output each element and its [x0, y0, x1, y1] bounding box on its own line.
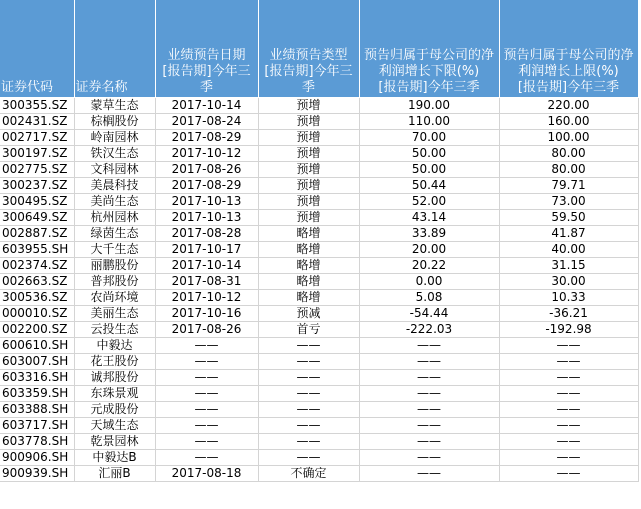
cell-code[interactable]: 900939.SH [0, 466, 74, 482]
cell-code[interactable]: 002663.SZ [0, 274, 74, 290]
cell-code[interactable]: 002374.SZ [0, 258, 74, 274]
header-security-code[interactable] [0, 0, 74, 98]
table-row[interactable] [0, 450, 638, 466]
cell-date[interactable]: 2017-10-13 [155, 194, 258, 210]
cell-date[interactable]: 2017-10-17 [155, 242, 258, 258]
cell-date[interactable]: 2017-10-14 [155, 98, 258, 114]
cell-growth-upper[interactable]: —— [499, 402, 638, 418]
cell-growth-lower[interactable]: —— [359, 338, 499, 354]
cell-name[interactable]: 美丽生态 [74, 306, 155, 322]
cell-type[interactable]: 略增 [258, 274, 359, 290]
cell-name[interactable]: 农尚环境 [74, 290, 155, 306]
cell-growth-lower[interactable]: 43.14 [359, 210, 499, 226]
table-row[interactable] [0, 434, 638, 450]
header-security-name[interactable] [74, 0, 155, 98]
cell-name[interactable]: 元成股份 [74, 402, 155, 418]
cell-type[interactable]: 预增 [258, 114, 359, 130]
table-row[interactable] [0, 274, 638, 290]
cell-name[interactable]: 普邦股份 [74, 274, 155, 290]
cell-type[interactable]: 首亏 [258, 322, 359, 338]
cell-code[interactable]: 603388.SH [0, 402, 74, 418]
cell-growth-lower[interactable]: 50.00 [359, 162, 499, 178]
cell-date[interactable]: 2017-10-12 [155, 290, 258, 306]
cell-growth-lower[interactable]: -54.44 [359, 306, 499, 322]
header-line: [报告期]今年三季 [517, 80, 620, 95]
cell-growth-lower[interactable]: —— [359, 434, 499, 450]
cell-type[interactable]: 略增 [258, 242, 359, 258]
table-row[interactable] [0, 386, 638, 402]
table-row[interactable] [0, 210, 638, 226]
cell-growth-upper[interactable]: -36.21 [499, 306, 638, 322]
cell-date[interactable]: 2017-10-14 [155, 258, 258, 274]
table-row[interactable] [0, 322, 638, 338]
cell-code[interactable]: 300197.SZ [0, 146, 74, 162]
cell-name[interactable]: 蒙草生态 [74, 98, 155, 114]
cell-date[interactable]: —— [155, 434, 258, 450]
cell-name[interactable]: 诚邦股份 [74, 370, 155, 386]
cell-code[interactable]: 000010.SZ [0, 306, 74, 322]
header-row [0, 0, 638, 98]
cell-date[interactable]: 2017-10-13 [155, 210, 258, 226]
table-row[interactable] [0, 146, 638, 162]
cell-name[interactable]: 中毅达B [74, 450, 155, 466]
cell-code[interactable]: 300495.SZ [0, 194, 74, 210]
cell-growth-upper[interactable]: 30.00 [499, 274, 638, 290]
cell-type[interactable]: 预增 [258, 178, 359, 194]
cell-growth-lower[interactable]: -222.03 [359, 322, 499, 338]
cell-type[interactable]: —— [258, 402, 359, 418]
table-row[interactable] [0, 370, 638, 386]
cell-code[interactable]: 300237.SZ [0, 178, 74, 194]
cell-growth-lower[interactable]: 50.44 [359, 178, 499, 194]
cell-growth-upper[interactable]: 80.00 [499, 146, 638, 162]
cell-code[interactable]: 002200.SZ [0, 322, 74, 338]
cell-growth-upper[interactable]: 73.00 [499, 194, 638, 210]
cell-name[interactable]: 乾景园林 [74, 434, 155, 450]
cell-code[interactable]: 603955.SH [0, 242, 74, 258]
cell-type[interactable]: 预减 [258, 306, 359, 322]
cell-code[interactable]: 002431.SZ [0, 114, 74, 130]
cell-growth-lower[interactable]: —— [359, 386, 499, 402]
cell-growth-lower[interactable]: 33.89 [359, 226, 499, 242]
header-line: [报告期]今年三季 [162, 64, 251, 95]
cell-growth-upper[interactable]: 160.00 [499, 114, 638, 130]
cell-growth-lower[interactable]: 50.00 [359, 146, 499, 162]
cell-growth-upper[interactable]: 40.00 [499, 242, 638, 258]
cell-name[interactable]: 花王股份 [74, 354, 155, 370]
table-row[interactable] [0, 338, 638, 354]
cell-growth-upper[interactable]: -192.98 [499, 322, 638, 338]
cell-name[interactable]: 中毅达 [74, 338, 155, 354]
cell-name[interactable]: 文科园林 [74, 162, 155, 178]
cell-code[interactable]: 603316.SH [0, 370, 74, 386]
cell-growth-upper[interactable]: —— [499, 466, 638, 482]
cell-date[interactable]: —— [155, 370, 258, 386]
cell-code[interactable]: 603717.SH [0, 418, 74, 434]
cell-name[interactable]: 杭州园林 [74, 210, 155, 226]
header-line: [报告期]今年三季 [264, 64, 353, 95]
cell-growth-upper[interactable]: —— [499, 418, 638, 434]
cell-code[interactable]: 300355.SZ [0, 98, 74, 114]
cell-name[interactable]: 天域生态 [74, 418, 155, 434]
cell-date[interactable]: 2017-08-28 [155, 226, 258, 242]
header-forecast-type[interactable] [258, 0, 359, 98]
cell-date[interactable]: 2017-08-24 [155, 114, 258, 130]
cell-date[interactable]: —— [155, 338, 258, 354]
table-row[interactable] [0, 194, 638, 210]
cell-name[interactable]: 岭南园林 [74, 130, 155, 146]
cell-type[interactable]: 略增 [258, 226, 359, 242]
cell-date[interactable]: 2017-08-26 [155, 162, 258, 178]
header-line: 预告归属于母公司的净利润增长下限(%) [363, 48, 494, 79]
cell-growth-upper[interactable]: —— [499, 450, 638, 466]
cell-date[interactable]: —— [155, 418, 258, 434]
cell-growth-upper[interactable]: 100.00 [499, 130, 638, 146]
header-growth-lower[interactable] [359, 0, 499, 98]
cell-growth-lower[interactable]: 0.00 [359, 274, 499, 290]
cell-type[interactable]: —— [258, 434, 359, 450]
cell-growth-upper[interactable]: 59.50 [499, 210, 638, 226]
header-line: 业绩预告日期 [167, 48, 246, 63]
cell-growth-upper[interactable]: 31.15 [499, 258, 638, 274]
cell-code[interactable]: 002887.SZ [0, 226, 74, 242]
cell-growth-lower[interactable]: —— [359, 450, 499, 466]
table-row[interactable] [0, 306, 638, 322]
header-line: 业绩预告类型 [269, 48, 348, 63]
table-row[interactable] [0, 114, 638, 130]
cell-name[interactable]: 东珠景观 [74, 386, 155, 402]
cell-growth-upper[interactable]: 220.00 [499, 98, 638, 114]
header-line: 证券名称 [75, 80, 128, 95]
header-forecast-date[interactable] [155, 0, 258, 98]
cell-type[interactable]: —— [258, 386, 359, 402]
cell-type[interactable]: —— [258, 418, 359, 434]
cell-type[interactable]: 略增 [258, 258, 359, 274]
cell-growth-upper[interactable]: 80.00 [499, 162, 638, 178]
cell-name[interactable]: 铁汉生态 [74, 146, 155, 162]
cell-growth-lower[interactable]: —— [359, 418, 499, 434]
table-row[interactable] [0, 290, 638, 306]
table-row[interactable] [0, 354, 638, 370]
cell-type[interactable]: —— [258, 354, 359, 370]
cell-code[interactable]: 603778.SH [0, 434, 74, 450]
cell-growth-lower[interactable]: —— [359, 466, 499, 482]
cell-growth-upper[interactable]: 10.33 [499, 290, 638, 306]
cell-name[interactable]: 绿茵生态 [74, 226, 155, 242]
cell-code[interactable]: 603359.SH [0, 386, 74, 402]
cell-name[interactable]: 美尚生态 [74, 194, 155, 210]
cell-growth-lower[interactable]: —— [359, 354, 499, 370]
cell-type[interactable]: —— [258, 370, 359, 386]
cell-code[interactable]: 002775.SZ [0, 162, 74, 178]
cell-date[interactable]: —— [155, 354, 258, 370]
table-row[interactable] [0, 466, 638, 482]
table-row[interactable] [0, 418, 638, 434]
cell-growth-upper[interactable]: —— [499, 386, 638, 402]
table-row[interactable] [0, 242, 638, 258]
cell-code[interactable]: 900906.SH [0, 450, 74, 466]
cell-date[interactable]: 2017-10-12 [155, 146, 258, 162]
cell-type[interactable]: 预增 [258, 130, 359, 146]
cell-growth-upper[interactable]: —— [499, 338, 638, 354]
cell-type[interactable]: 预增 [258, 194, 359, 210]
header-line: 预告归属于母公司的净利润增长上限(%) [503, 48, 634, 79]
table-header [0, 0, 638, 98]
cell-type[interactable]: 不确定 [258, 466, 359, 482]
cell-type[interactable]: —— [258, 450, 359, 466]
cell-name[interactable]: 丽鹏股份 [74, 258, 155, 274]
cell-growth-lower[interactable]: 110.00 [359, 114, 499, 130]
cell-date[interactable]: —— [155, 386, 258, 402]
cell-growth-lower[interactable]: 52.00 [359, 194, 499, 210]
table-row[interactable] [0, 98, 638, 114]
header-growth-upper[interactable] [499, 0, 638, 98]
cell-name[interactable]: 汇丽B [74, 466, 155, 482]
cell-date[interactable]: 2017-08-29 [155, 178, 258, 194]
cell-growth-upper[interactable]: —— [499, 370, 638, 386]
cell-growth-lower[interactable]: 20.00 [359, 242, 499, 258]
cell-growth-upper[interactable]: —— [499, 434, 638, 450]
cell-growth-upper[interactable]: 79.71 [499, 178, 638, 194]
cell-type[interactable]: 略增 [258, 290, 359, 306]
cell-type[interactable]: 预增 [258, 210, 359, 226]
header-line: 证券代码 [1, 80, 54, 95]
cell-date[interactable]: 2017-08-18 [155, 466, 258, 482]
cell-date[interactable]: 2017-08-29 [155, 130, 258, 146]
table-row[interactable] [0, 258, 638, 274]
table-row[interactable] [0, 162, 638, 178]
cell-name[interactable]: 大千生态 [74, 242, 155, 258]
cell-name[interactable]: 云投生态 [74, 322, 155, 338]
cell-type[interactable]: 预增 [258, 146, 359, 162]
cell-date[interactable]: —— [155, 450, 258, 466]
header-line: [报告期]今年三季 [378, 80, 480, 95]
cell-type[interactable]: 预增 [258, 162, 359, 178]
cell-type[interactable]: —— [258, 338, 359, 354]
cell-growth-lower[interactable]: 70.00 [359, 130, 499, 146]
cell-growth-lower[interactable]: —— [359, 370, 499, 386]
cell-code[interactable]: 600610.SH [0, 338, 74, 354]
cell-date[interactable]: —— [155, 402, 258, 418]
cell-growth-lower[interactable]: —— [359, 402, 499, 418]
cell-growth-lower[interactable]: 20.22 [359, 258, 499, 274]
cell-code[interactable]: 300536.SZ [0, 290, 74, 306]
cell-code[interactable]: 002717.SZ [0, 130, 74, 146]
cell-date[interactable]: 2017-08-26 [155, 322, 258, 338]
cell-code[interactable]: 603007.SH [0, 354, 74, 370]
cell-growth-lower[interactable]: 190.00 [359, 98, 499, 114]
cell-growth-upper[interactable]: —— [499, 354, 638, 370]
table-body [0, 98, 638, 482]
cell-code[interactable]: 300649.SZ [0, 210, 74, 226]
cell-date[interactable]: 2017-10-16 [155, 306, 258, 322]
table-row[interactable] [0, 178, 638, 194]
table-row[interactable] [0, 130, 638, 146]
cell-growth-upper[interactable]: 41.87 [499, 226, 638, 242]
table-row[interactable] [0, 402, 638, 418]
cell-name[interactable]: 棕榈股份 [74, 114, 155, 130]
table-row[interactable] [0, 226, 638, 242]
cell-type[interactable]: 预增 [258, 98, 359, 114]
cell-growth-lower[interactable]: 5.08 [359, 290, 499, 306]
cell-name[interactable]: 美晨科技 [74, 178, 155, 194]
cell-date[interactable]: 2017-08-31 [155, 274, 258, 290]
